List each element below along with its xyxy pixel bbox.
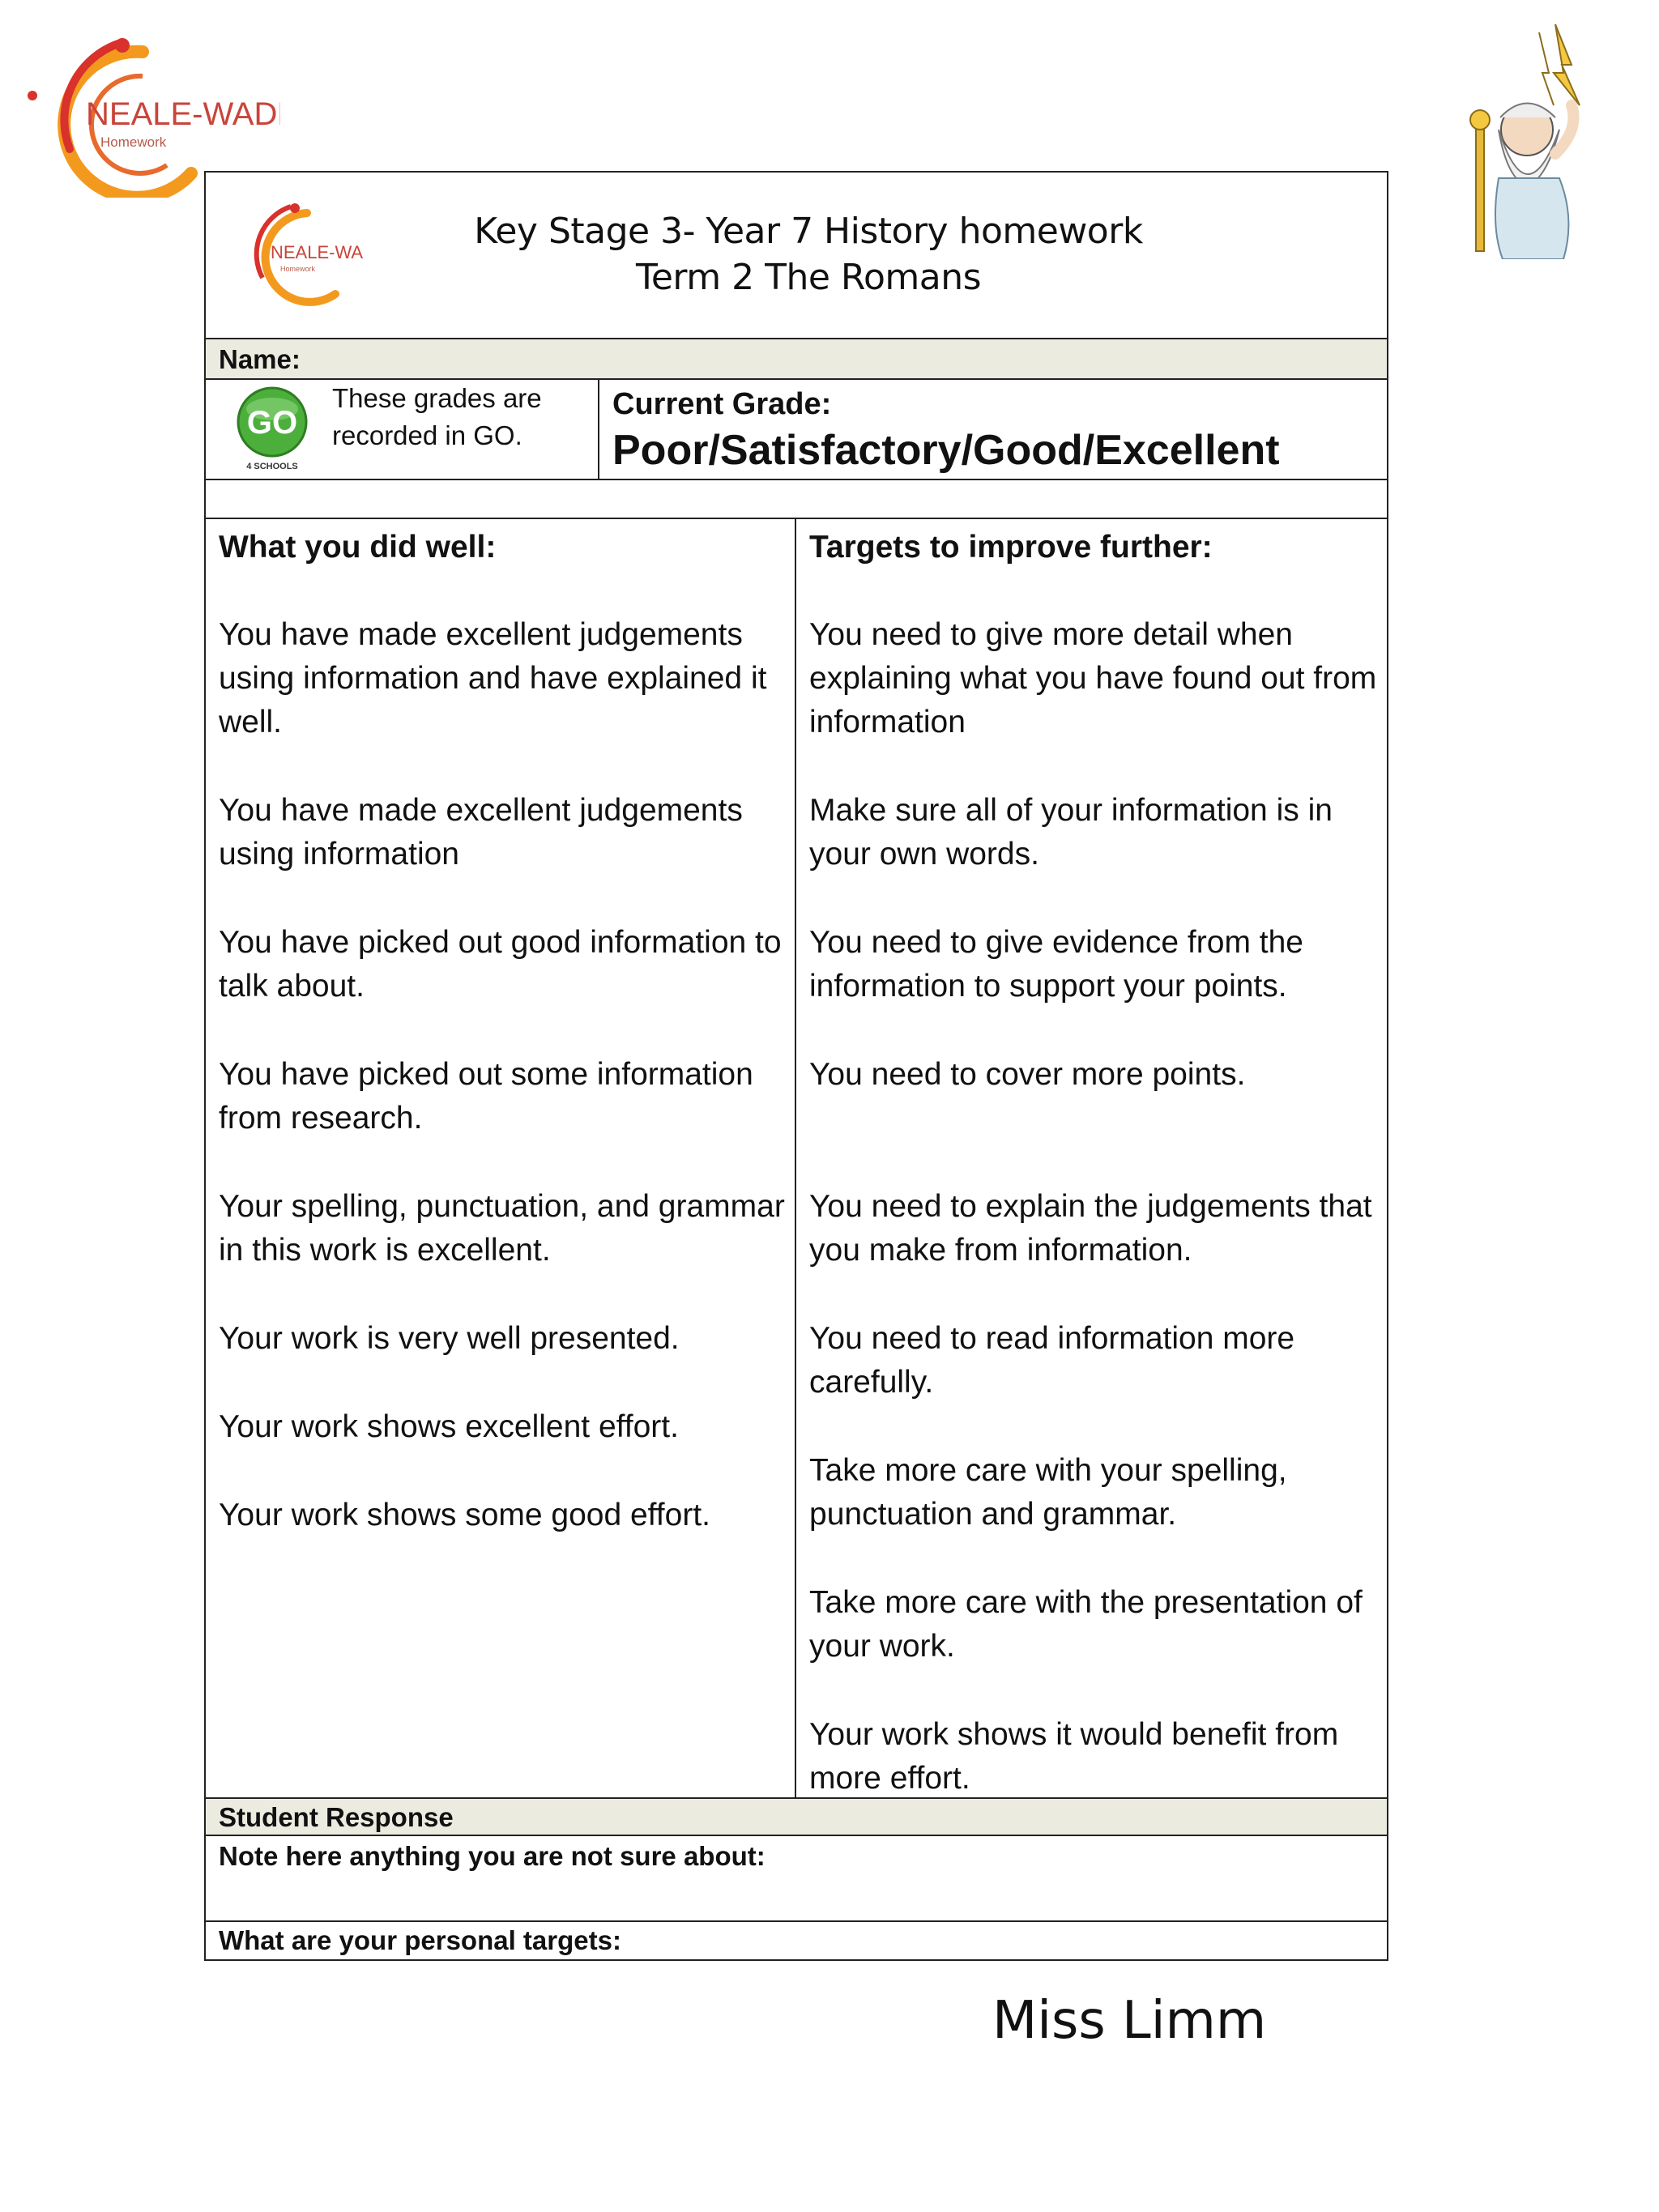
header-logo-subtext: Homework [280, 265, 316, 273]
go-note-line-1: These grades are [332, 383, 542, 413]
targets-heading: Targets to improve further: [809, 530, 1213, 565]
target-item: Take more care with the presentation of your work. [809, 1585, 1363, 1664]
well-item: You have picked out some information from research. [219, 1057, 753, 1136]
title-line-1: Key Stage 3- Year 7 History homework [474, 211, 1143, 252]
student-response-label: Student Response [219, 1802, 454, 1832]
target-item: Take more care with your spelling, punctuation and grammar. [809, 1453, 1287, 1532]
well-item: Your work is very well presented. [219, 1321, 680, 1356]
go-logo-text: GO [246, 405, 298, 441]
target-item: You need to give more detail when explaining what you have found out from information [809, 617, 1377, 739]
title-line-2: Term 2 The Romans [635, 257, 982, 298]
feedback-row [206, 519, 1387, 1799]
name-label: Name: [219, 344, 301, 374]
form-header [206, 173, 1387, 339]
target-item: You need to read information more carefully. [809, 1321, 1295, 1400]
well-item: Your work shows excellent effort. [219, 1409, 679, 1444]
homework-feedback-form [204, 171, 1388, 1961]
target-item: You need to explain the judgements that you make from information. [809, 1189, 1372, 1268]
note-label: Note here anything you are not sure about: [219, 1841, 766, 1871]
what-you-did-well-column [206, 519, 796, 1797]
go-cell [206, 380, 599, 479]
go-logo-subtext: 4 SCHOOLS [246, 462, 298, 471]
target-item: You need to cover more points. [809, 1057, 1246, 1092]
zeus-illustration [1458, 16, 1608, 259]
go-4-schools-logo [233, 385, 311, 472]
targets-column [796, 519, 1387, 1797]
grade-row [206, 380, 1387, 480]
logo-subtext: Homework [100, 134, 167, 150]
go-note [332, 380, 591, 454]
well-item: Your spelling, punctuation, and grammar in this work is excellent. [219, 1189, 785, 1268]
blank-row [206, 480, 1387, 519]
go-note-line-2: recorded in GO. [332, 420, 522, 450]
teacher-signature: Miss Limm [992, 1991, 1267, 2051]
personal-targets-label: What are your personal targets: [219, 1925, 621, 1955]
grade-options: Poor/Satisfactory/Good/Excellent [612, 427, 1280, 474]
well-item: You have made excellent judgements using information and have explained it well. [219, 617, 767, 739]
form-title [206, 208, 1387, 300]
name-row[interactable] [206, 339, 1387, 380]
what-you-did-well-heading: What you did well: [219, 530, 497, 565]
well-item: You have made excellent judgements using information [219, 793, 743, 872]
well-item: You have picked out good information to talk about. [219, 925, 782, 1004]
target-item: You need to give evidence from the information to support your points. [809, 925, 1303, 1004]
logo-text: NEALE-WADE [86, 96, 280, 132]
target-item: Your work shows it would benefit from more effort. [809, 1717, 1339, 1796]
note-field[interactable] [206, 1836, 1387, 1922]
student-response-heading [206, 1799, 1387, 1836]
target-item: Make sure all of your information is in your own words. [809, 793, 1333, 872]
current-grade-label: Current Grade: [612, 387, 832, 421]
header-logo-text: NEALE-WA [271, 242, 364, 262]
well-item: Your work shows some good effort. [219, 1498, 710, 1532]
personal-targets-field[interactable] [206, 1922, 1387, 1959]
current-grade-cell [599, 380, 1387, 479]
